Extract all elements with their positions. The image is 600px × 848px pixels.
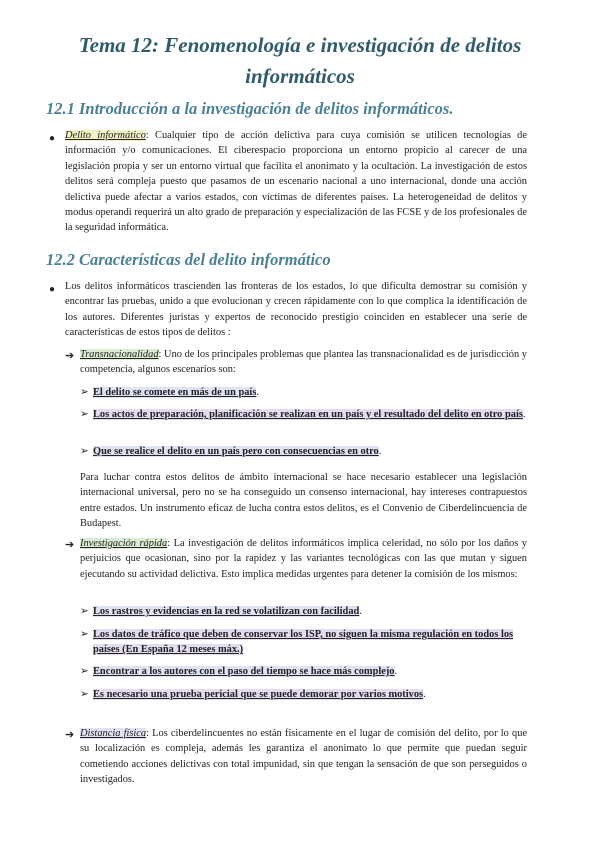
transnacionalidad-paragraph: Transnacionalidad: Uno de los principales problemas que plantea las transnacionalidad es de jurisdicción y competencia, algunos escenarios son: [80,349,527,376]
arrow-icon: ➔ [65,539,75,551]
list-item: ➢ Encontrar a los autores con el paso del tiempo se hace más complejo. [80,664,530,679]
distancia-fisica-paragraph: Distancia física: Los ciberdelincuentes no están físicamente en el lugar de comisión del delito, por lo que su localización es compleja, además les garantiza el anonimato lo que permite que puedan seguir cometiendo acciones delictivas con total impunidad, sin que tengan la sensación de que son perseguidos o investigados. [80,728,528,786]
arrowhead-icon: ➢ [80,689,89,700]
term-transnacionalidad: Transnacionalidad [80,349,159,360]
section-heading-12-1: 12.1 Introducción a la investigación de delitos informáticos. [46,99,454,118]
title-line-1: Tema 12: Fenomenología e investigación de delitos [78,33,522,57]
bullet-icon: ● [49,284,56,295]
arrowhead-icon: ➢ [80,387,89,398]
characteristics-intro: Los delitos informáticos trascienden las fronteras de los estados, lo que dificulta demostrar su comisión y encontrar las pruebas, unido a que evolucionan y crecen rápidamente con lo que complica la identificación de los autores. Diferentes juristas y expertos de reconocido prestigio coinciden en establecer una serie de características de estos tipos de delitos : [65,281,527,339]
arrow-icon: ➔ [65,350,75,362]
list-item: ➢ Los datos de tráfico que deben de conservar los ISP, no siguen la misma regulación en todos los países (En España 12 meses máx.) [80,629,514,656]
term-investigacion-rapida: Investigación rápida [80,538,168,549]
arrowhead-icon: ➢ [80,666,89,677]
title-line-2: informáticos [245,64,355,88]
intro-text: : Cualquier tipo de acción delictiva para cuya comisión se utilicen tecnologías de información y/o comunicaciones. El ciberespacio proporciona un entorno propicio al carecer de una legislación propia y ser un entorno virtual que facilita el anonimato y la ocultación. La investigación de estos delitos será compleja puesto que pasamos de un escenario nacional a uno internacional, donde una acción delictiva puede afectar a varios estados, con víctimas de diferentes países. La heterogeneidad de delitos y modus operandi requerirá un alto grado de preparación y especialización de las FCSE y de los profesionales de la seguridad informática. [65,130,527,234]
term-delito-informatico: Delito informático [65,130,146,141]
list-item: ➢ Los actos de preparación, planificación se realizan en un país y el resultado del delito en otro país. [80,407,530,422]
term-distancia-fisica: Distancia física [80,728,147,739]
arrowhead-icon: ➢ [80,446,89,457]
arrowhead-icon: ➢ [80,409,89,420]
arrowhead-icon: ➢ [80,629,89,640]
document-title [40,30,560,92]
list-item: ➢ Que se realice el delito en un país pero con consecuencias en otro. [80,444,530,459]
arrowhead-icon: ➢ [80,606,89,617]
transnacionalidad-note: Para luchar contra estos delitos de ámbito internacional se hace necesario establecer una legislación internacional universal, pero no se ha conseguido un consenso internacional, hay intereses contrapuestos entre estados. Un instrumento eficaz de lucha contra estos delitos, es el Convenio de Ciberdelincuencia de Budapest. [80,472,527,530]
section-heading-12-2: 12.2 Características del delito informático [46,250,331,269]
investigacion-rapida-paragraph: Investigación rápida: La investigación de delitos informáticos implica celeridad, no sólo por los daños y perjuicios que ocasionan, sino por la rapidez y las variantes tecnológicas con las que mutan y siguen ejecutando su actividad delictiva. Esto implica medidas urgentes para detener la comisión de los mismos: [80,538,527,580]
arrow-icon: ➔ [65,729,75,741]
list-item: ➢ Los rastros y evidencias en la red se volatilizan con facilidad. [80,604,530,619]
list-item: ➢ El delito se comete en más de un país. [80,385,530,400]
bullet-icon: ● [49,133,56,144]
intro-paragraph [65,128,527,236]
list-item: ➢ Es necesario una prueba pericial que se puede demorar por varios motivos. [80,687,530,702]
